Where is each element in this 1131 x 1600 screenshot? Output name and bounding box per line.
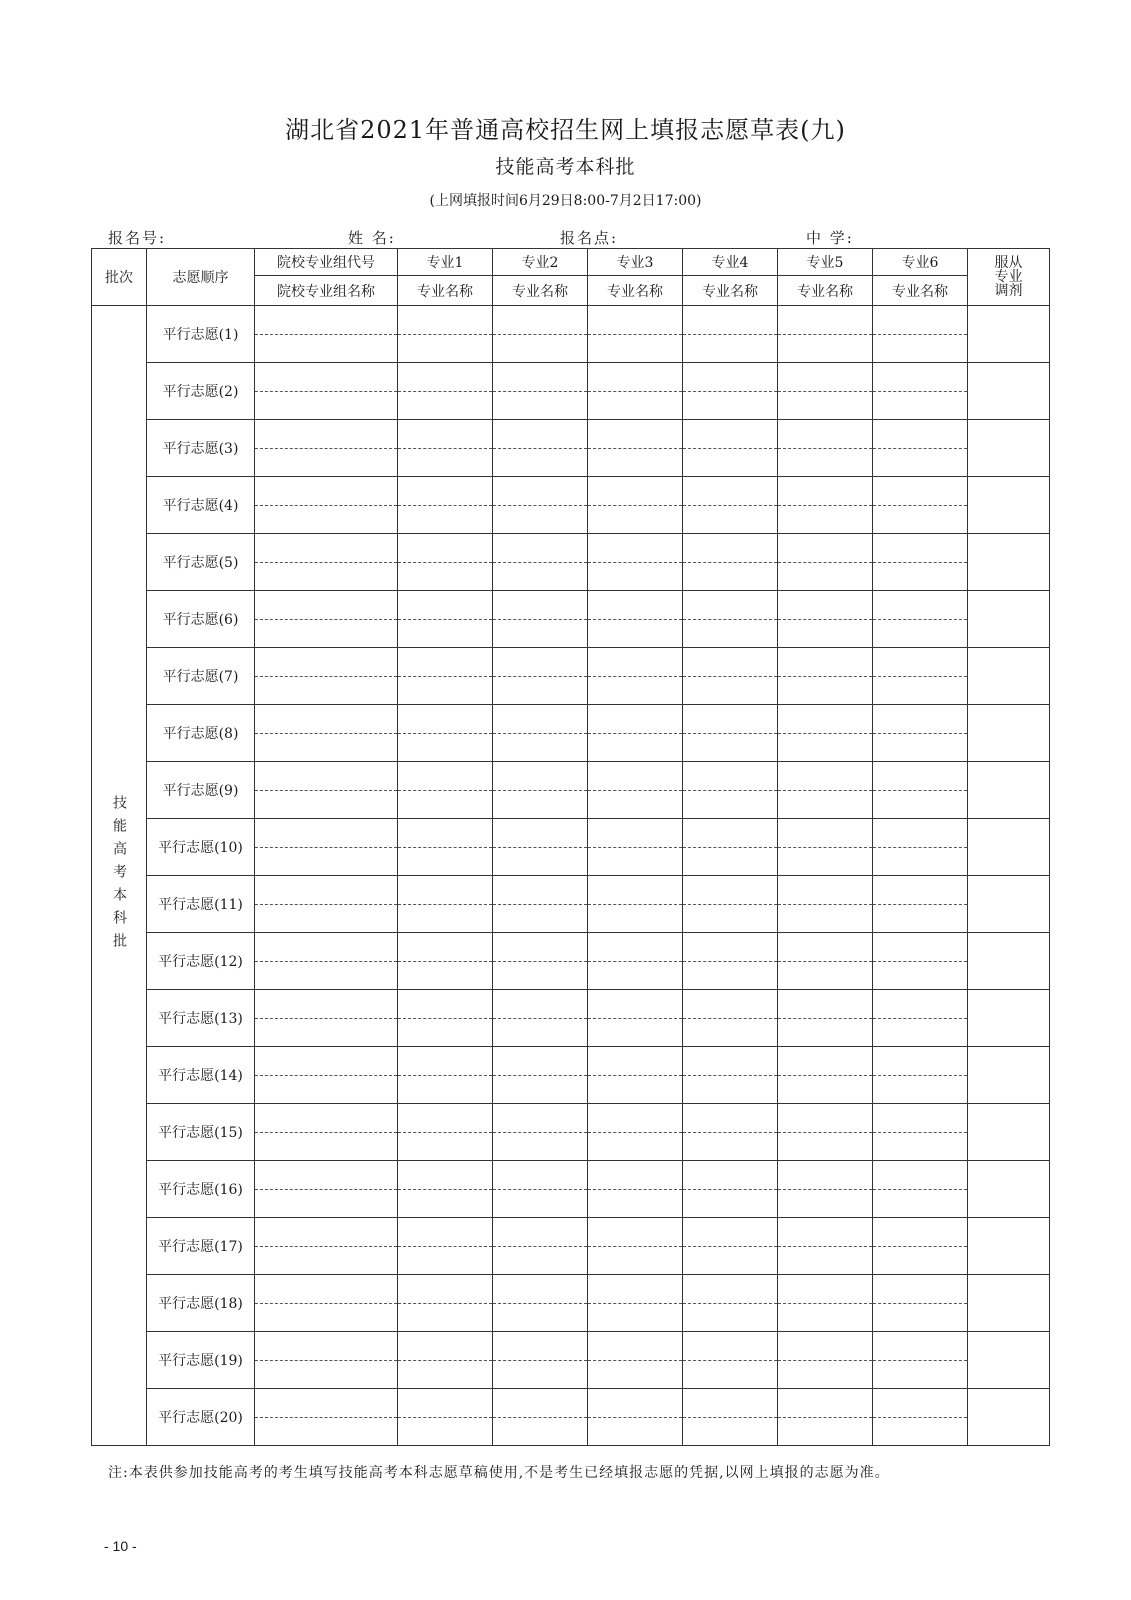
major-entry-cell[interactable] xyxy=(683,933,778,990)
group-entry-cell[interactable] xyxy=(255,1275,398,1332)
major-entry-cell[interactable] xyxy=(588,705,683,762)
major-entry-cell[interactable] xyxy=(778,534,873,591)
group-entry-cell[interactable] xyxy=(255,762,398,819)
table-row xyxy=(92,648,1050,705)
major-entry-cell[interactable] xyxy=(683,591,778,648)
group-entry-cell[interactable] xyxy=(255,306,398,363)
major-entry-cell[interactable] xyxy=(588,1275,683,1332)
major-entry-cell[interactable] xyxy=(588,1104,683,1161)
major-entry-cell[interactable] xyxy=(493,762,588,819)
choice-order-label: 平行志愿(20) xyxy=(147,1389,255,1446)
group-entry-cell[interactable] xyxy=(255,1161,398,1218)
major-entry-cell[interactable] xyxy=(588,477,683,534)
major-entry-cell[interactable] xyxy=(778,762,873,819)
adjust-entry-cell[interactable] xyxy=(968,1332,1050,1389)
major-entry-cell[interactable] xyxy=(588,1389,683,1446)
page-subtitle: 技能高考本科批 xyxy=(495,156,636,178)
major-entry-cell[interactable] xyxy=(398,306,493,363)
adjust-entry-cell[interactable] xyxy=(968,990,1050,1047)
major-entry-cell[interactable] xyxy=(873,1218,968,1275)
major-entry-cell[interactable] xyxy=(588,819,683,876)
adjust-entry-cell[interactable] xyxy=(968,876,1050,933)
major-entry-cell[interactable] xyxy=(493,1389,588,1446)
major-entry-cell[interactable] xyxy=(778,1161,873,1218)
adjust-header-line: 专业 xyxy=(994,269,1023,285)
major-entry-cell[interactable] xyxy=(398,1389,493,1446)
major-entry-cell[interactable] xyxy=(683,534,778,591)
footnote: 注:本表供参加技能高考的考生填写技能高考本科志愿草稿使用,不是考生已经填报志愿的凭据,以网上填报的志愿为准。 xyxy=(108,1465,890,1481)
major-name-header: 专业名称 xyxy=(493,276,588,306)
major-6-header: 专业6 xyxy=(873,249,968,276)
major-entry-cell[interactable] xyxy=(683,306,778,363)
major-entry-cell[interactable] xyxy=(683,420,778,477)
major-entry-cell[interactable] xyxy=(873,591,968,648)
table-row xyxy=(92,1161,1050,1218)
adjust-entry-cell[interactable] xyxy=(968,933,1050,990)
table-row xyxy=(92,306,1050,363)
table-row xyxy=(92,1275,1050,1332)
group-code-header: 院校专业组代号 xyxy=(255,249,398,276)
major-entry-cell[interactable] xyxy=(493,1161,588,1218)
group-entry-cell[interactable] xyxy=(255,420,398,477)
major-entry-cell[interactable] xyxy=(873,363,968,420)
major-entry-cell[interactable] xyxy=(683,1332,778,1389)
major-entry-cell[interactable] xyxy=(873,420,968,477)
major-entry-cell[interactable] xyxy=(778,363,873,420)
group-entry-cell[interactable] xyxy=(255,363,398,420)
major-entry-cell[interactable] xyxy=(493,1047,588,1104)
major-entry-cell[interactable] xyxy=(588,1218,683,1275)
major-entry-cell[interactable] xyxy=(493,1104,588,1161)
batch-header: 批次 xyxy=(92,249,147,306)
adjust-entry-cell[interactable] xyxy=(968,420,1050,477)
adjust-entry-cell[interactable] xyxy=(968,819,1050,876)
adjust-entry-cell[interactable] xyxy=(968,534,1050,591)
table-row xyxy=(92,933,1050,990)
major-4-header: 专业4 xyxy=(683,249,778,276)
batch-name-cell: 技能高考本科批 xyxy=(92,306,147,1446)
major-entry-cell[interactable] xyxy=(493,1218,588,1275)
major-entry-cell[interactable] xyxy=(683,762,778,819)
major-entry-cell[interactable] xyxy=(778,876,873,933)
table-row xyxy=(92,591,1050,648)
major-entry-cell[interactable] xyxy=(493,819,588,876)
choice-order-label: 平行志愿(12) xyxy=(147,933,255,990)
major-entry-cell[interactable] xyxy=(778,477,873,534)
adjust-entry-cell[interactable] xyxy=(968,1218,1050,1275)
major-2-header: 专业2 xyxy=(493,249,588,276)
major-entry-cell[interactable] xyxy=(778,420,873,477)
adjust-entry-cell[interactable] xyxy=(968,1161,1050,1218)
major-entry-cell[interactable] xyxy=(873,1332,968,1389)
major-entry-cell[interactable] xyxy=(588,534,683,591)
group-name-header: 院校专业组名称 xyxy=(255,276,398,306)
major-entry-cell[interactable] xyxy=(493,306,588,363)
adjust-entry-cell[interactable] xyxy=(968,1389,1050,1446)
table-row xyxy=(92,705,1050,762)
major-entry-cell[interactable] xyxy=(873,1275,968,1332)
major-entry-cell[interactable] xyxy=(778,819,873,876)
adjust-entry-cell[interactable] xyxy=(968,1047,1050,1104)
major-entry-cell[interactable] xyxy=(588,306,683,363)
major-entry-cell[interactable] xyxy=(778,1275,873,1332)
major-entry-cell[interactable] xyxy=(588,1047,683,1104)
major-entry-cell[interactable] xyxy=(683,1218,778,1275)
major-entry-cell[interactable] xyxy=(398,363,493,420)
table-row xyxy=(92,420,1050,477)
choice-order-label: 平行志愿(7) xyxy=(147,648,255,705)
page-title: 湖北省2021年普通高校招生网上填报志愿草表(九) xyxy=(285,116,846,144)
major-entry-cell[interactable] xyxy=(873,819,968,876)
order-header: 志愿顺序 xyxy=(147,249,255,306)
adjust-entry-cell[interactable] xyxy=(968,705,1050,762)
major-entry-cell[interactable] xyxy=(873,648,968,705)
table-row xyxy=(92,990,1050,1047)
group-entry-cell[interactable] xyxy=(255,1047,398,1104)
group-entry-cell[interactable] xyxy=(255,1332,398,1389)
major-entry-cell[interactable] xyxy=(778,1389,873,1446)
major-entry-cell[interactable] xyxy=(398,591,493,648)
choice-order-label: 平行志愿(13) xyxy=(147,990,255,1047)
major-entry-cell[interactable] xyxy=(873,1389,968,1446)
major-entry-cell[interactable] xyxy=(588,876,683,933)
major-entry-cell[interactable] xyxy=(493,990,588,1047)
adjust-header-line: 服从 xyxy=(994,255,1023,271)
major-entry-cell[interactable] xyxy=(588,420,683,477)
group-entry-cell[interactable] xyxy=(255,1389,398,1446)
major-entry-cell[interactable] xyxy=(873,1047,968,1104)
major-entry-cell[interactable] xyxy=(778,306,873,363)
major-entry-cell[interactable] xyxy=(398,990,493,1047)
application-form-table xyxy=(91,248,1050,1446)
major-entry-cell[interactable] xyxy=(398,1332,493,1389)
adjust-entry-cell[interactable] xyxy=(968,648,1050,705)
table-row xyxy=(92,1389,1050,1446)
major-entry-cell[interactable] xyxy=(588,648,683,705)
choice-order-label: 平行志愿(14) xyxy=(147,1047,255,1104)
major-entry-cell[interactable] xyxy=(588,1161,683,1218)
adjust-entry-cell[interactable] xyxy=(968,477,1050,534)
major-name-header: 专业名称 xyxy=(683,276,778,306)
table-row xyxy=(92,762,1050,819)
major-entry-cell[interactable] xyxy=(493,1332,588,1389)
major-entry-cell[interactable] xyxy=(398,1104,493,1161)
choice-order-label: 平行志愿(18) xyxy=(147,1275,255,1332)
group-entry-cell[interactable] xyxy=(255,876,398,933)
group-entry-cell[interactable] xyxy=(255,990,398,1047)
major-entry-cell[interactable] xyxy=(778,648,873,705)
major-entry-cell[interactable] xyxy=(873,1104,968,1161)
major-entry-cell[interactable] xyxy=(778,933,873,990)
major-entry-cell[interactable] xyxy=(493,876,588,933)
group-entry-cell[interactable] xyxy=(255,705,398,762)
major-entry-cell[interactable] xyxy=(398,1047,493,1104)
major-entry-cell[interactable] xyxy=(398,876,493,933)
major-entry-cell[interactable] xyxy=(873,534,968,591)
adjust-entry-cell[interactable] xyxy=(968,306,1050,363)
choice-order-label: 平行志愿(9) xyxy=(147,762,255,819)
major-entry-cell[interactable] xyxy=(398,1275,493,1332)
choice-order-label: 平行志愿(2) xyxy=(147,363,255,420)
table-row xyxy=(92,1104,1050,1161)
major-entry-cell[interactable] xyxy=(398,705,493,762)
major-entry-cell[interactable] xyxy=(683,1161,778,1218)
choice-order-label: 平行志愿(17) xyxy=(147,1218,255,1275)
major-entry-cell[interactable] xyxy=(493,477,588,534)
adjust-entry-cell[interactable] xyxy=(968,1275,1050,1332)
major-entry-cell[interactable] xyxy=(873,762,968,819)
major-entry-cell[interactable] xyxy=(778,1104,873,1161)
group-entry-cell[interactable] xyxy=(255,933,398,990)
table-row xyxy=(92,1332,1050,1389)
major-entry-cell[interactable] xyxy=(683,1389,778,1446)
table-row xyxy=(92,876,1050,933)
major-entry-cell[interactable] xyxy=(683,990,778,1047)
choice-order-label: 平行志愿(16) xyxy=(147,1161,255,1218)
major-entry-cell[interactable] xyxy=(398,477,493,534)
major-entry-cell[interactable] xyxy=(398,1161,493,1218)
major-entry-cell[interactable] xyxy=(778,1332,873,1389)
table-row xyxy=(92,1047,1050,1104)
major-entry-cell[interactable] xyxy=(683,876,778,933)
major-entry-cell[interactable] xyxy=(778,705,873,762)
major-entry-cell[interactable] xyxy=(683,819,778,876)
group-entry-cell[interactable] xyxy=(255,648,398,705)
major-entry-cell[interactable] xyxy=(493,420,588,477)
group-entry-cell[interactable] xyxy=(255,819,398,876)
major-entry-cell[interactable] xyxy=(778,1047,873,1104)
major-entry-cell[interactable] xyxy=(778,990,873,1047)
major-entry-cell[interactable] xyxy=(588,990,683,1047)
major-entry-cell[interactable] xyxy=(493,1275,588,1332)
major-entry-cell[interactable] xyxy=(398,933,493,990)
major-entry-cell[interactable] xyxy=(683,648,778,705)
major-entry-cell[interactable] xyxy=(873,705,968,762)
choice-order-label: 平行志愿(8) xyxy=(147,705,255,762)
major-1-header: 专业1 xyxy=(398,249,493,276)
major-entry-cell[interactable] xyxy=(588,762,683,819)
major-entry-cell[interactable] xyxy=(398,648,493,705)
filing-time: (上网填报时间6月29日8:00-7月2日17:00) xyxy=(429,193,702,209)
major-entry-cell[interactable] xyxy=(588,933,683,990)
major-entry-cell[interactable] xyxy=(398,819,493,876)
choice-order-label: 平行志愿(6) xyxy=(147,591,255,648)
major-3-header: 专业3 xyxy=(588,249,683,276)
major-entry-cell[interactable] xyxy=(493,591,588,648)
school-label: 中 学: xyxy=(806,229,854,247)
major-name-header: 专业名称 xyxy=(778,276,873,306)
major-entry-cell[interactable] xyxy=(778,1218,873,1275)
major-entry-cell[interactable] xyxy=(873,933,968,990)
major-entry-cell[interactable] xyxy=(683,705,778,762)
registration-site-label: 报名点: xyxy=(560,229,619,247)
major-entry-cell[interactable] xyxy=(398,1218,493,1275)
choice-order-label: 平行志愿(4) xyxy=(147,477,255,534)
major-entry-cell[interactable] xyxy=(398,534,493,591)
major-entry-cell[interactable] xyxy=(398,762,493,819)
table-row xyxy=(92,534,1050,591)
choice-order-label: 平行志愿(11) xyxy=(147,876,255,933)
group-entry-cell[interactable] xyxy=(255,1218,398,1275)
adjust-entry-cell[interactable] xyxy=(968,762,1050,819)
choice-order-label: 平行志愿(10) xyxy=(147,819,255,876)
table-row xyxy=(92,363,1050,420)
major-name-header: 专业名称 xyxy=(873,276,968,306)
major-entry-cell[interactable] xyxy=(493,363,588,420)
table-row xyxy=(92,819,1050,876)
page-number: - 10 - xyxy=(104,1538,137,1554)
major-entry-cell[interactable] xyxy=(683,1275,778,1332)
major-name-header: 专业名称 xyxy=(398,276,493,306)
major-entry-cell[interactable] xyxy=(493,705,588,762)
adjust-entry-cell[interactable] xyxy=(968,363,1050,420)
major-entry-cell[interactable] xyxy=(778,591,873,648)
major-entry-cell[interactable] xyxy=(873,876,968,933)
table-row xyxy=(92,1218,1050,1275)
choice-order-label: 平行志愿(1) xyxy=(147,306,255,363)
choice-order-label: 平行志愿(5) xyxy=(147,534,255,591)
name-label: 姓 名: xyxy=(348,229,396,247)
major-entry-cell[interactable] xyxy=(588,1332,683,1389)
major-entry-cell[interactable] xyxy=(683,1104,778,1161)
major-5-header: 专业5 xyxy=(778,249,873,276)
major-entry-cell[interactable] xyxy=(493,648,588,705)
adjust-header xyxy=(968,249,1050,306)
major-entry-cell[interactable] xyxy=(873,1161,968,1218)
major-name-header: 专业名称 xyxy=(588,276,683,306)
exam-number-label: 报名号: xyxy=(108,229,167,247)
major-entry-cell[interactable] xyxy=(588,363,683,420)
major-entry-cell[interactable] xyxy=(873,990,968,1047)
choice-order-label: 平行志愿(19) xyxy=(147,1332,255,1389)
major-entry-cell[interactable] xyxy=(683,363,778,420)
adjust-header-line: 调剂 xyxy=(994,283,1023,299)
group-entry-cell[interactable] xyxy=(255,591,398,648)
major-entry-cell[interactable] xyxy=(398,420,493,477)
major-entry-cell[interactable] xyxy=(683,477,778,534)
adjust-entry-cell[interactable] xyxy=(968,591,1050,648)
major-entry-cell[interactable] xyxy=(493,933,588,990)
major-entry-cell[interactable] xyxy=(873,306,968,363)
major-entry-cell[interactable] xyxy=(588,591,683,648)
major-entry-cell[interactable] xyxy=(683,1047,778,1104)
adjust-entry-cell[interactable] xyxy=(968,1104,1050,1161)
major-entry-cell[interactable] xyxy=(493,534,588,591)
group-entry-cell[interactable] xyxy=(255,534,398,591)
choice-order-label: 平行志愿(15) xyxy=(147,1104,255,1161)
major-entry-cell[interactable] xyxy=(873,477,968,534)
group-entry-cell[interactable] xyxy=(255,477,398,534)
group-entry-cell[interactable] xyxy=(255,1104,398,1161)
table-row xyxy=(92,477,1050,534)
choice-order-label: 平行志愿(3) xyxy=(147,420,255,477)
